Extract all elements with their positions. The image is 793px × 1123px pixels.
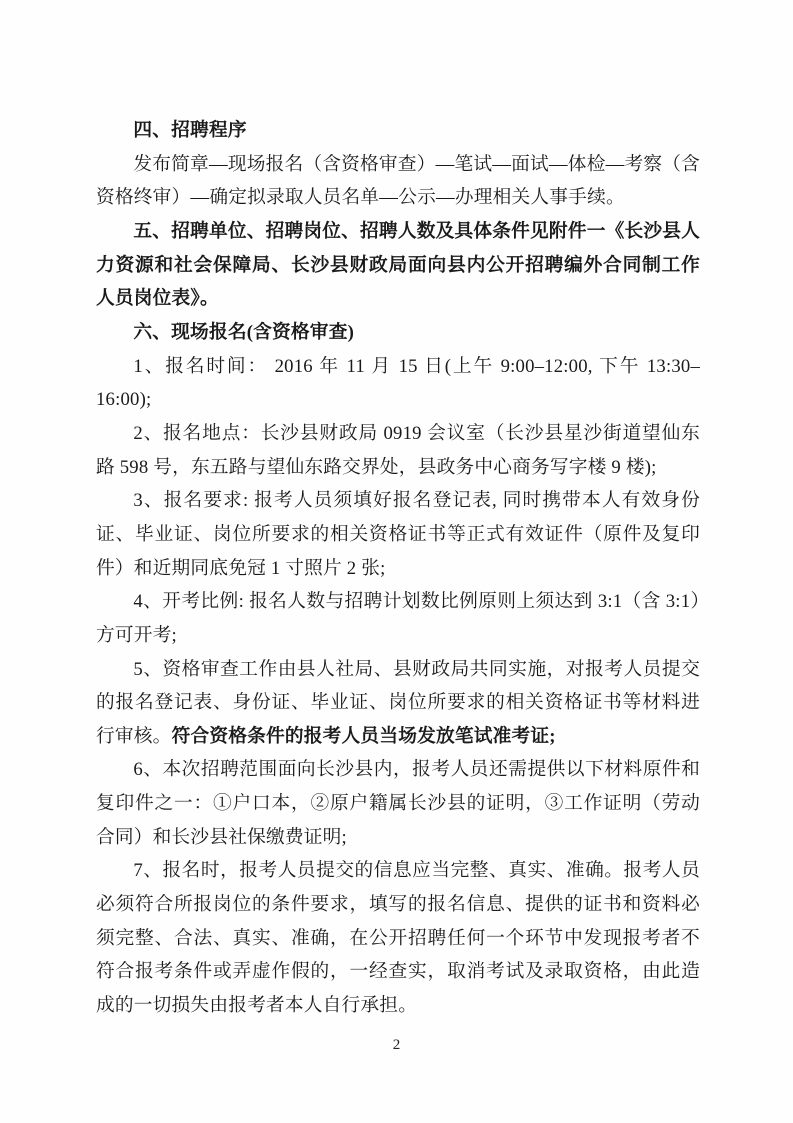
section-heading <box>96 316 700 350</box>
text-run: 3、报名要求: 报考人员须填好报名登记表, 同时携带本人有效身份证、毕业证、岗位所要求的相关资格证书等正式有效证件（原件及复印件）和近期同底免冠 1 寸照片 2 张; <box>96 490 700 579</box>
paragraph <box>96 350 700 417</box>
text-run: 6、本次招聘范围面向长沙县内，报考人员还需提供以下材料原件和复印件之一：①户口本，②原户籍属长沙县的证明，③工作证明（劳动合同）和长沙县社保缴费证明; <box>96 759 700 848</box>
text-run: 发布简章—现场报名（含资格审查）—笔试—面试—体检—考察（含资格终审）—确定拟录取人员名单—公示—办理相关人事手续。 <box>96 153 701 209</box>
text-run: 六、现场报名(含资格审查) <box>133 321 354 343</box>
paragraph <box>96 854 700 1022</box>
text-run: 符合资格条件的报考人员当场发放笔试准考证; <box>171 725 556 747</box>
text-run: 4、开考比例: 报名人数与招聘计划数比例原则上须达到 3:1（含 3:1）方可开考; <box>96 591 700 646</box>
text-run: 5、资格审查工作由县人社局、县财政局共同实施，对报考人员提交的报名登记表、身份证、毕业证、岗位所要求的相关资格证书等材料进行审核。 <box>96 658 700 747</box>
text-run: 五、招聘单位、招聘岗位、招聘人数及具体条件见附件一《长沙县人力资源和社会保障局、长沙县财政局面向县内公开招聘编外合同制工作人员岗位表》。 <box>96 220 701 310</box>
paragraph <box>96 417 700 484</box>
paragraph <box>96 585 700 652</box>
document-body <box>96 114 700 1023</box>
paragraph <box>96 753 700 854</box>
paragraph <box>96 148 700 215</box>
section-heading <box>96 114 700 148</box>
paragraph <box>96 653 700 754</box>
text-run: 四、招聘程序 <box>133 120 247 141</box>
text-run: 1、报名时间： 2016 年 11 月 15 日(上午 9:00–12:00, 下午 13:30–16:00); <box>96 355 700 411</box>
text-run: 7、报名时，报考人员提交的信息应当完整、真实、准确。报考人员必须符合所报岗位的条件要求，填写的报名信息、提供的证书和资料必须完整、合法、真实、准确，在公开招聘任何一个环节中发现报考者不符合报考条件或弄虚作假的，一经查实，取消考试及录取资格，由此造成的一切损失由报考者本人自行承担。 <box>96 860 700 1017</box>
page-number: 2 <box>392 1037 401 1053</box>
paragraph <box>96 215 700 316</box>
text-run: 2、报名地点：长沙县财政局 0919 会议室（长沙县星沙街道望仙东路 598 号，东五路与望仙东路交界处，县政务中心商务写字楼 9 楼); <box>96 422 700 478</box>
paragraph <box>96 484 700 585</box>
